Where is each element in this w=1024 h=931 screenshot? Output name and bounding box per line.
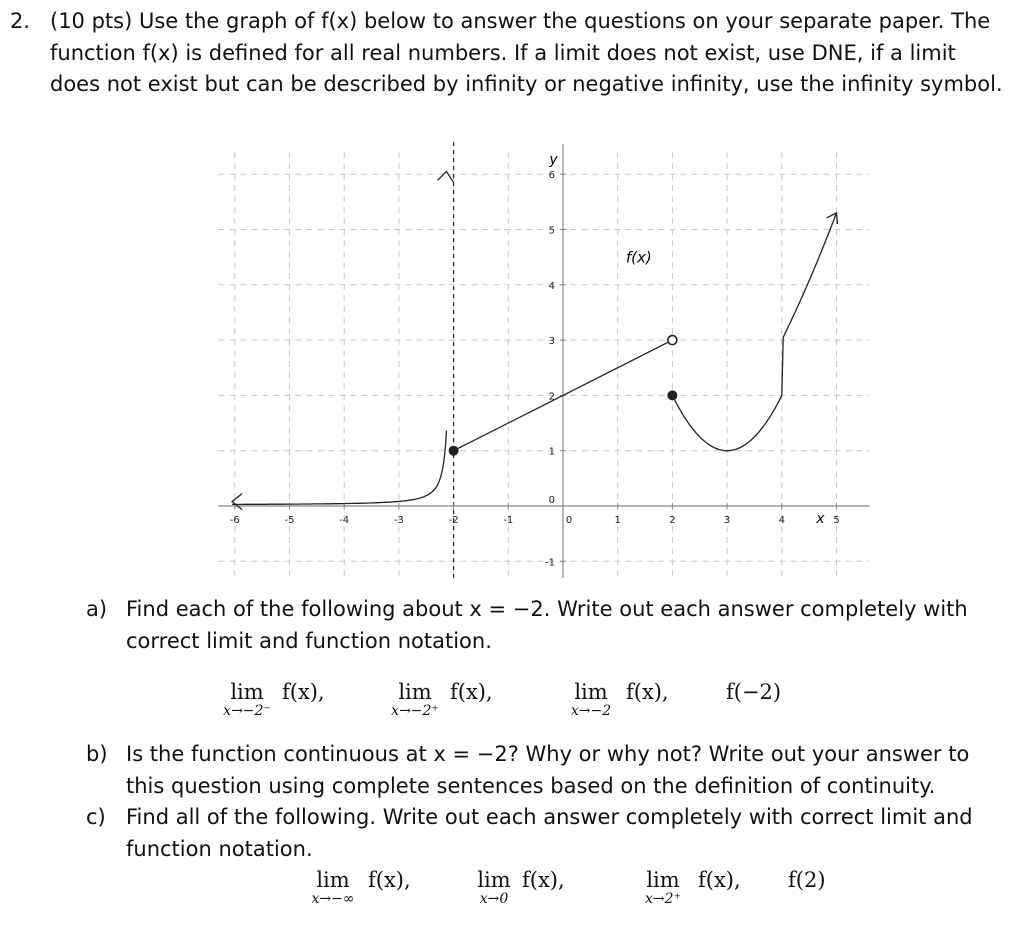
y-tick-label: -1: [545, 557, 555, 569]
part-a-line-1: Find each of the following about x = −2. Write out each answer completely with: [126, 597, 968, 621]
lim-subscript: x→0: [479, 891, 509, 907]
curve-label: f(x): [625, 248, 652, 267]
lim-word: lim: [398, 680, 432, 704]
function-value-c: f(2): [788, 868, 826, 892]
x-tick-label: -2: [448, 515, 459, 526]
lim-word: lim: [574, 680, 608, 704]
x-tick-label: -5: [284, 515, 295, 526]
lim-subscript: x→−2⁺: [391, 703, 439, 719]
problem-line-3: does not exist but can be described by infinity or negative infinity, use the infinity symbol.: [50, 72, 1003, 96]
part-b-line-2: this question using complete sentences based on the definition of continuity.: [126, 773, 936, 798]
y-tick-label: 2: [548, 391, 555, 403]
limit-a3: [556, 680, 626, 718]
part-c-line-1: Find all of the following. Write out each answer completely with correct limit and: [126, 805, 973, 829]
function-expression: f(x),: [522, 868, 565, 892]
y-tick-label: 1: [548, 446, 555, 458]
function-expression: f(x),: [698, 868, 741, 892]
limit-a1: [212, 680, 282, 718]
x-tick-label: 5: [833, 515, 840, 526]
part-c-line-2: function notation.: [126, 836, 313, 861]
x-tick-label: 0: [565, 515, 573, 526]
x-tick-label: -6: [229, 515, 240, 526]
part-c-text: [126, 802, 1016, 865]
lim-subscript: x→−∞: [311, 891, 355, 907]
lim-subscript: x→−2⁻: [223, 703, 271, 719]
up-arrow: [437, 171, 453, 182]
part-a-line-2: correct limit and function notation.: [126, 628, 492, 653]
lim-subscript: x→−2: [570, 703, 612, 719]
lim-word: lim: [646, 868, 680, 892]
problem-line-1: (10 pts) Use the graph of f(x) below to answer the questions on your separate paper. The: [50, 9, 991, 33]
y-tick-label: 0: [548, 495, 555, 506]
limit-c2: [466, 868, 522, 906]
parabola-piece: [672, 213, 836, 451]
x-tick-label: 2: [669, 515, 676, 526]
x-tick-label: -1: [503, 515, 514, 526]
problem-number: 2.: [10, 9, 31, 33]
lim-word: lim: [316, 868, 350, 892]
part-b-label: b): [86, 742, 108, 766]
lim-word: lim: [477, 868, 511, 892]
y-tick-label: 3: [548, 336, 555, 348]
function-expression: f(x),: [450, 680, 493, 704]
part-a-text: [126, 594, 1016, 657]
y-tick-label: 6: [548, 170, 555, 182]
x-tick-label: 1: [614, 515, 621, 526]
limit-c1: [298, 868, 368, 906]
problem-line-2: function f(x) is defined for all real numbers. If a limit does not exist, use DNE, if a limit: [50, 40, 956, 65]
y-axis-label: y: [549, 152, 558, 169]
x-tick-label: -3: [393, 515, 404, 526]
y-tick-label: 5: [548, 225, 555, 237]
x-axis-label: x: [816, 511, 825, 527]
axes: [218, 142, 869, 578]
x-tick-label: 4: [778, 515, 785, 526]
function-value-a: f(−2): [726, 680, 782, 704]
limit-a2: [380, 680, 450, 718]
part-a-label: a): [86, 597, 108, 621]
x-tick-label: -4: [339, 515, 350, 526]
left-arrow: [232, 494, 242, 510]
part-b-text: [126, 739, 1016, 802]
limit-c3: [628, 868, 698, 906]
function-expression: f(x),: [368, 868, 411, 892]
part-b-line-1: Is the function continuous at x = −2? Why or why not? Write out your answer to: [126, 742, 970, 766]
closed-point: [449, 446, 458, 455]
lim-subscript: x→2⁺: [645, 891, 681, 907]
lim-word: lim: [230, 680, 264, 704]
function-expression: f(x),: [282, 680, 325, 704]
x-tick-label: 3: [723, 515, 731, 526]
part-c-label: c): [86, 805, 106, 829]
y-tick-label: 4: [548, 280, 555, 292]
open-point: [668, 336, 677, 345]
grid-lines: [218, 152, 869, 578]
closed-point: [668, 391, 677, 400]
left-branch-curve: [232, 431, 446, 505]
function-expression: f(x),: [626, 680, 669, 704]
